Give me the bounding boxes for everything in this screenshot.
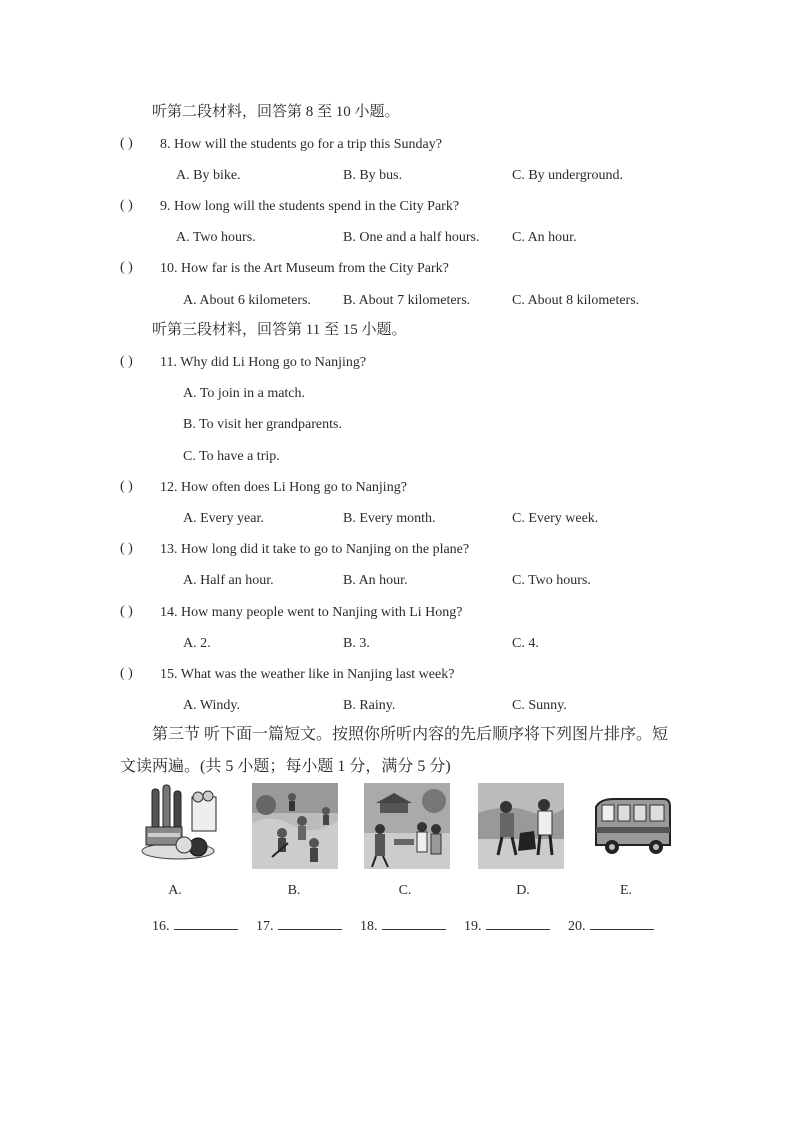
question-13: 13. How long did it take to go to Nanjing on the plane? bbox=[160, 542, 470, 557]
option-15a: A. Windy. bbox=[183, 698, 240, 713]
picture-e-bus bbox=[590, 783, 676, 869]
answer-paren-9: ( ) bbox=[120, 198, 133, 213]
picture-b-planting-trees bbox=[252, 783, 338, 869]
answer-16-blank[interactable] bbox=[174, 915, 238, 930]
answer-19-label: 19. bbox=[464, 919, 482, 934]
answer-paren-13: ( ) bbox=[120, 541, 133, 556]
answer-17-label: 17. bbox=[256, 919, 274, 934]
answer-paren-14: ( ) bbox=[120, 604, 133, 619]
answer-18[interactable] bbox=[360, 915, 446, 935]
answer-paren-11: ( ) bbox=[120, 354, 133, 369]
part3-title-line1: 第三节 听下面一篇短文。按照你所听内容的先后顺序将下列图片排序。短 bbox=[152, 726, 669, 743]
picture-d-picking-up-litter bbox=[478, 783, 564, 869]
option-10b: B. About 7 kilometers. bbox=[343, 293, 471, 308]
option-12a: A. Every year. bbox=[183, 511, 264, 526]
option-12b: B. Every month. bbox=[343, 511, 436, 526]
option-9c: C. An hour. bbox=[512, 230, 577, 245]
answer-16[interactable] bbox=[152, 915, 238, 935]
option-11c: C. To have a trip. bbox=[183, 449, 280, 464]
answer-17-blank[interactable] bbox=[278, 915, 342, 930]
answer-20-blank[interactable] bbox=[590, 915, 654, 930]
answer-18-label: 18. bbox=[360, 919, 378, 934]
picture-label-c: C. bbox=[398, 883, 412, 898]
option-11a: A. To join in a match. bbox=[183, 386, 306, 401]
answer-18-blank[interactable] bbox=[382, 915, 446, 930]
picture-label-a: A. bbox=[168, 883, 182, 898]
section-instruction-3: 听第三段材料，回答第 11 至 15 小题。 bbox=[152, 322, 407, 338]
answer-paren-12: ( ) bbox=[120, 479, 133, 494]
option-13b: B. An hour. bbox=[343, 573, 408, 588]
answer-16-label: 16. bbox=[152, 919, 170, 934]
question-11: 11. Why did Li Hong go to Nanjing? bbox=[160, 355, 367, 370]
option-9a: A. Two hours. bbox=[176, 230, 256, 245]
option-15c: C. Sunny. bbox=[512, 698, 567, 713]
picture-label-b: B. bbox=[287, 883, 301, 898]
question-8: 8. How will the students go for a trip this Sunday? bbox=[160, 137, 442, 152]
picture-label-d: D. bbox=[516, 883, 530, 898]
question-10: 10. How far is the Art Museum from the City Park? bbox=[160, 261, 449, 276]
picture-a-food-drinks bbox=[138, 783, 224, 869]
answer-19[interactable] bbox=[464, 915, 550, 935]
picture-label-e: E. bbox=[619, 883, 633, 898]
option-11b: B. To visit her grandparents. bbox=[183, 417, 342, 432]
option-14b: B. 3. bbox=[343, 636, 370, 651]
option-8c: C. By underground. bbox=[512, 168, 623, 183]
picture-c-park-walk bbox=[364, 783, 450, 869]
answer-19-blank[interactable] bbox=[486, 915, 550, 930]
question-9: 9. How long will the students spend in the City Park? bbox=[160, 199, 460, 214]
answer-20[interactable] bbox=[568, 915, 654, 935]
option-12c: C. Every week. bbox=[512, 511, 599, 526]
section-instruction-2: 听第二段材料，回答第 8 至 10 小题。 bbox=[152, 104, 400, 120]
question-14: 14. How many people went to Nanjing with Li Hong? bbox=[160, 605, 463, 620]
question-12: 12. How often does Li Hong go to Nanjing? bbox=[160, 480, 407, 495]
option-8a: A. By bike. bbox=[176, 168, 241, 183]
option-14c: C. 4. bbox=[512, 636, 539, 651]
option-13c: C. Two hours. bbox=[512, 573, 591, 588]
option-13a: A. Half an hour. bbox=[183, 573, 274, 588]
answer-20-label: 20. bbox=[568, 919, 586, 934]
option-10a: A. About 6 kilometers. bbox=[183, 293, 311, 308]
question-15: 15. What was the weather like in Nanjing last week? bbox=[160, 667, 455, 682]
answer-paren-8: ( ) bbox=[120, 136, 133, 151]
option-9b: B. One and a half hours. bbox=[343, 230, 480, 245]
answer-paren-10: ( ) bbox=[120, 260, 133, 275]
answer-17[interactable] bbox=[256, 915, 342, 935]
option-8b: B. By bus. bbox=[343, 168, 403, 183]
part3-title-line2: 文读两遍。(共 5 小题；每小题 1 分，满分 5 分) bbox=[120, 758, 451, 775]
option-15b: B. Rainy. bbox=[343, 698, 396, 713]
option-10c: C. About 8 kilometers. bbox=[512, 293, 640, 308]
option-14a: A. 2. bbox=[183, 636, 211, 651]
answer-paren-15: ( ) bbox=[120, 666, 133, 681]
